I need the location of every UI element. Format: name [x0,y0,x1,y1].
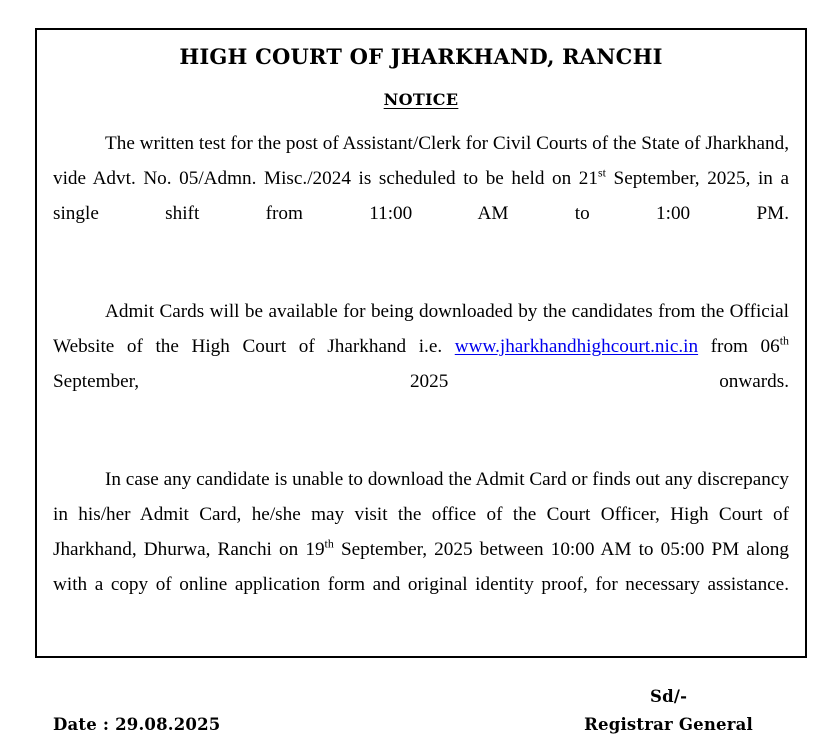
page-title: HIGH COURT OF JHARKHAND, RANCHI [179,44,663,69]
paragraph-admit-cards [53,294,789,434]
official-website-link[interactable]: www.jharkhandhighcourt.nic.in [454,336,699,358]
signed-mark: Sd/- [649,687,688,707]
signature-block [53,683,789,755]
notice-date: Date : 29.08.2025 [53,715,221,735]
notice-heading-row [53,90,789,110]
ordinal-suffix-21st: st [598,165,606,180]
paragraph-3-text-part-1: In case any candidate is unable to download the Admit Card or finds out any discrepancy in his/her Admit Card, he/she may visit the office of the Court Officer, High Court of Jharkhand, Dhurwa, Ranchi on 19 [53,469,789,561]
paragraph-2-text-part-3: September, 2025 onwards. [53,371,789,393]
paragraph-discrepancy-help [53,462,789,637]
ordinal-suffix-06th: th [779,333,789,348]
notice-content [37,30,805,735]
paragraph-exam-schedule [53,126,789,266]
paragraph-2-text-part-2: from 06 [698,336,780,358]
paragraph-1-text-part-1: The written test for the post of Assistant/Clerk for Civil Courts of the State of Jharkhand, vide Advt. No. 05/Admn. Misc./2024 is scheduled to be held on 21 [53,133,789,190]
signatory [584,683,753,739]
notice-border-frame [35,28,807,735]
paragraph-1-text-part-2: September, 2025, in a single shift from 11:00 AM to 1:00 PM. [53,168,789,225]
paragraph-2-text-part-1: Admit Cards will be available for being downloaded by the candidates from the Official Website of the High Court of Jharkhand i.e. [53,301,789,358]
ordinal-suffix-19th: th [324,536,334,551]
paragraph-3-text-part-2: September, 2025 between 10:00 AM to 05:00 PM along with a copy of online application form and original identity proof, for necessary assistance. [53,539,789,596]
notice-heading: NOTICE [383,90,459,110]
signatory-designation: Registrar General [584,715,753,735]
